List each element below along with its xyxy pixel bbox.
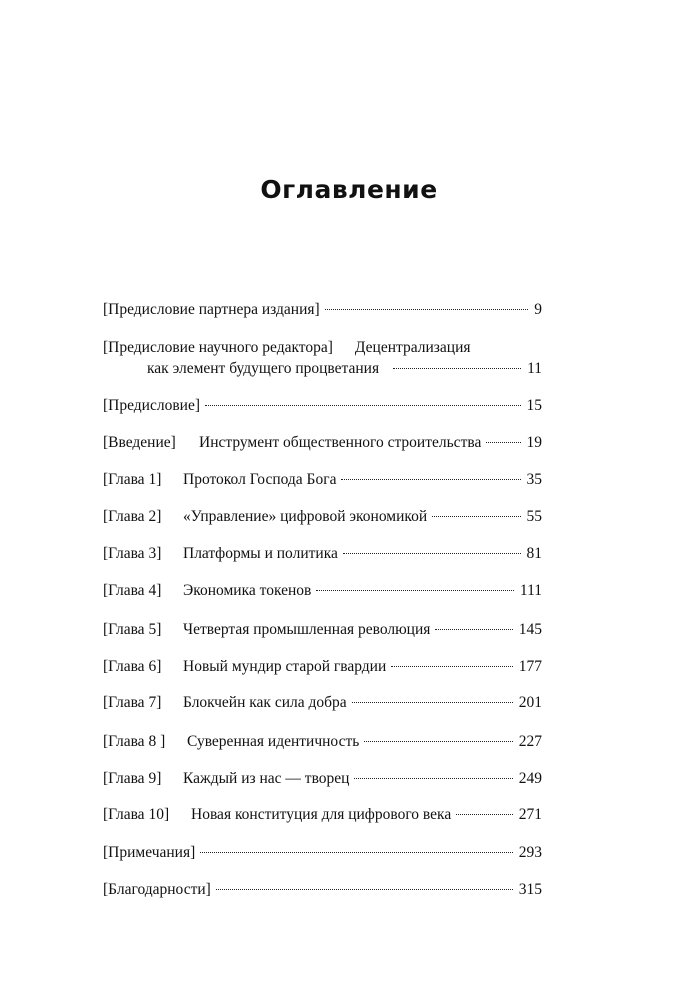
- toc-page-number: 15: [526, 397, 542, 414]
- toc-page-number: 271: [518, 806, 542, 823]
- toc-entry-label: [Предисловие научного редактора]: [103, 339, 333, 356]
- toc-page-number: 111: [519, 582, 542, 599]
- page-title: Оглавление: [260, 175, 438, 204]
- toc-page-number: 177: [518, 658, 542, 675]
- toc-page-number: 249: [518, 770, 542, 787]
- toc-leader: [391, 665, 512, 667]
- toc-entry-label: [Глава 4]: [103, 582, 162, 599]
- toc-leader: [316, 589, 514, 591]
- toc-leader: [456, 813, 513, 815]
- toc-page-number: 11: [527, 360, 542, 377]
- toc-entry-title: Децентрализация: [354, 339, 471, 356]
- toc-page-number: 201: [518, 694, 542, 711]
- toc-entry-label: [Глава 5]: [103, 621, 162, 638]
- toc-leader: [200, 851, 512, 853]
- toc-page-number: 315: [518, 881, 542, 898]
- toc-entry: [103, 731, 542, 753]
- toc-page-number: 55: [526, 508, 542, 525]
- toc-entry: [103, 768, 542, 790]
- toc-entry-title: Платформы и политика: [183, 545, 338, 562]
- toc-leader: [354, 777, 512, 779]
- toc-page-number: 35: [526, 471, 542, 488]
- toc-leader: [352, 701, 513, 703]
- toc-page-number: 19: [526, 434, 542, 451]
- toc-entry-title: Экономика токенов: [183, 582, 312, 599]
- toc-entry-label: [Глава 8 ]: [103, 733, 166, 750]
- toc-entry: [103, 804, 542, 826]
- toc-page-number: 81: [526, 545, 542, 562]
- toc-leader: [343, 552, 521, 554]
- toc-leader: [325, 308, 529, 310]
- toc-entry: [103, 395, 542, 417]
- toc-entry-label: [Глава 6]: [103, 658, 162, 675]
- toc-entry: [103, 656, 542, 678]
- toc-entry-label: [Глава 7]: [103, 694, 162, 711]
- toc-entry-label: [Введение]: [103, 434, 176, 451]
- toc-entry-label: [Глава 10]: [103, 806, 170, 823]
- toc-leader: [341, 478, 520, 480]
- toc-entry: [103, 879, 542, 901]
- toc-entry: [103, 506, 542, 528]
- toc-entry: [103, 469, 542, 491]
- toc-page-number: 145: [518, 621, 542, 638]
- toc-entry-label: [Глава 3]: [103, 545, 162, 562]
- toc-entry-label: [Глава 9]: [103, 770, 162, 787]
- toc-leader: [435, 628, 512, 630]
- toc-leader: [432, 515, 520, 517]
- toc-entry-label: [Примечания]: [103, 844, 196, 861]
- toc-entry-label: [Глава 2]: [103, 508, 162, 525]
- toc-entry-title: Протокол Господа Бога: [183, 471, 337, 488]
- toc-entry: [103, 543, 542, 565]
- toc-entry-label: [Предисловие партнера издания]: [103, 301, 320, 318]
- toc-entry-label: [Предисловие]: [103, 397, 200, 414]
- toc-page-number: 9: [534, 301, 542, 318]
- toc-page-number: 227: [518, 733, 542, 750]
- toc-entry: [103, 580, 542, 602]
- toc-entry-label: [Глава 1]: [103, 471, 162, 488]
- toc-entry-title: Четвертая промышленная революция: [183, 621, 431, 638]
- toc-entry-title: Инструмент общественного строительства: [199, 434, 482, 451]
- toc-leader: [486, 441, 520, 443]
- toc-entry-title: как элемент будущего процветания: [147, 360, 380, 377]
- toc-entry: [103, 432, 542, 454]
- toc-leader: [364, 740, 512, 742]
- toc-page-number: 293: [518, 844, 542, 861]
- toc-entry: [103, 299, 542, 321]
- toc-entry-first-line: [103, 337, 471, 359]
- toc-entry-title: «Управление» цифровой экономикой: [183, 508, 428, 525]
- toc-entry-title: Новый мундир старой гвардии: [183, 658, 387, 675]
- toc-leader: [205, 404, 521, 406]
- toc-leader: [393, 367, 521, 369]
- toc-entry-title: Каждый из нас — творец: [183, 770, 350, 787]
- toc-entry: [147, 358, 542, 380]
- toc-entry: [103, 842, 542, 864]
- toc-entry-label: [Благодарности]: [103, 881, 211, 898]
- toc-leader: [216, 888, 513, 890]
- toc-entry-title: Новая конституция для цифрового века: [191, 806, 452, 823]
- toc-entry: [103, 619, 542, 641]
- toc-entry-title: Блокчейн как сила добра: [183, 694, 347, 711]
- toc-entry-title: Суверенная идентичность: [187, 733, 360, 750]
- toc-entry: [103, 692, 542, 714]
